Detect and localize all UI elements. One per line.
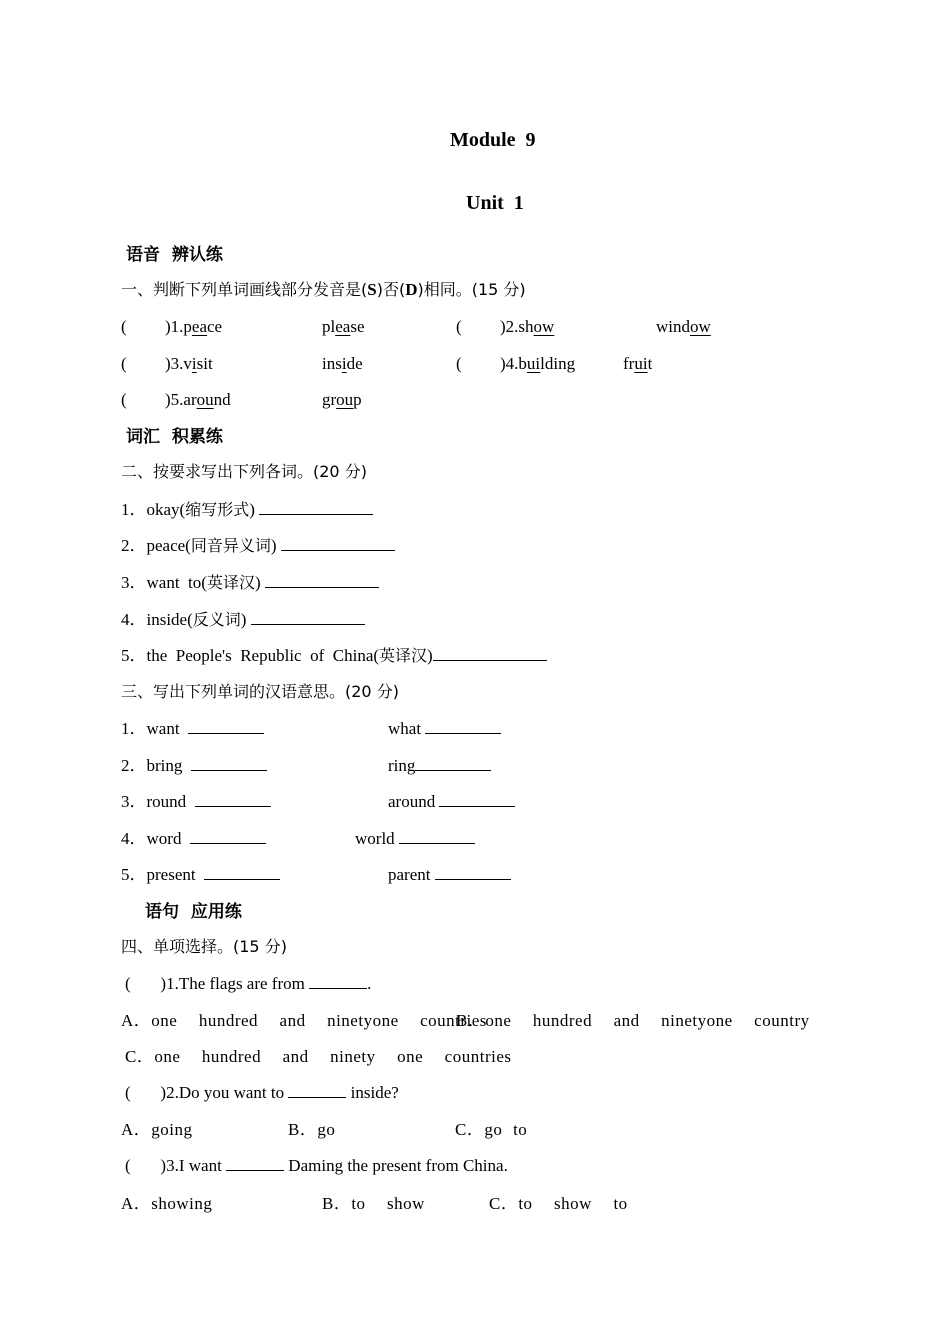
answer-blank[interactable] — [188, 719, 264, 734]
s3-item-a: 2．bring — [121, 756, 267, 776]
answer-blank[interactable] — [281, 536, 395, 551]
s4-q2-option-a: A．going — [121, 1120, 193, 1139]
s4-q3-option-c: C．to show to — [489, 1194, 628, 1213]
unit-title: Unit 1 — [466, 192, 524, 214]
section-label-sentences: 语句 应用练 — [145, 902, 242, 922]
section1-heading: 一、判断下列单词画线部分发音是(S)否(D)相同。(15 分) — [121, 280, 526, 299]
s1-q3-compare: inside — [322, 354, 363, 373]
answer-blank[interactable] — [226, 1156, 284, 1171]
section3-heading: 三、写出下列单词的汉语意思。(20 分) — [121, 682, 399, 701]
s3-item-b: around — [388, 792, 515, 812]
s3-item-a: 4．word — [121, 829, 266, 849]
module-title: Module 9 — [450, 129, 536, 151]
s1-q2-compare: window — [656, 317, 711, 336]
section2-heading: 二、按要求写出下列各词。(20 分) — [121, 462, 367, 481]
s4-q2-option-b: B．go — [288, 1120, 336, 1139]
s4-q3: ( )3.I want Daming the present from China. — [125, 1156, 508, 1175]
s3-item-a: 5．present — [121, 865, 280, 885]
answer-blank[interactable] — [439, 792, 515, 807]
s1-q2-word: )2.show — [500, 317, 555, 336]
answer-blank[interactable] — [204, 865, 280, 880]
s1-q5-word: )5.around — [165, 390, 231, 409]
s1-row2-paren2: ( — [456, 354, 462, 373]
answer-blank[interactable] — [309, 974, 367, 989]
s1-row2-paren: ( — [121, 354, 127, 373]
s1-q4-word: )4.building — [500, 354, 576, 373]
s2-item: 5．the People's Republic of China(英译汉) — [121, 646, 547, 666]
s2-item: 3．want to(英译汉) — [121, 573, 379, 593]
s4-q1-option-b: B．one hundred and ninetyone country — [456, 1011, 810, 1030]
s1-q5-compare: group — [322, 390, 362, 409]
answer-blank[interactable] — [259, 500, 373, 515]
s2-item: 1．okay(缩写形式) — [121, 500, 373, 520]
section-label-phonics: 语音 辨认练 — [126, 245, 223, 265]
s3-item-b: parent — [388, 865, 511, 885]
s3-item-a: 1．want — [121, 719, 264, 739]
s1-row3-paren: ( — [121, 390, 127, 409]
s4-q1-option-a: A．one hundred and ninetyone countries — [121, 1011, 487, 1030]
answer-blank[interactable] — [435, 865, 511, 880]
s3-item-b: what — [388, 719, 501, 739]
s4-q2: ( )2.Do you want to inside? — [125, 1083, 399, 1102]
answer-blank[interactable] — [191, 756, 267, 771]
answer-blank[interactable] — [251, 610, 365, 625]
s2-item: 4．inside(反义词) — [121, 610, 365, 630]
s1-q1-word: )1.peace — [165, 317, 223, 336]
s4-q3-option-b: B．to show — [322, 1194, 425, 1213]
s3-item-b: world — [355, 829, 475, 849]
answer-blank[interactable] — [399, 829, 475, 844]
s1-q4-compare: fruit — [623, 354, 653, 373]
s3-item-a: 3．round — [121, 792, 271, 812]
answer-blank[interactable] — [265, 573, 379, 588]
s1-q1-compare: please — [322, 317, 365, 336]
answer-blank[interactable] — [195, 792, 271, 807]
s1-row1-paren2: ( — [456, 317, 462, 336]
answer-blank[interactable] — [288, 1083, 346, 1098]
answer-blank[interactable] — [433, 646, 547, 661]
answer-blank[interactable] — [415, 756, 491, 771]
s1-q3-word: )3.visit — [165, 354, 213, 373]
section-label-vocab: 词汇 积累练 — [126, 427, 223, 447]
answer-blank[interactable] — [425, 719, 501, 734]
s4-q1-option-c: C．one hundred and ninety one countries — [125, 1047, 512, 1066]
s4-q1: ( )1.The flags are from . — [125, 974, 372, 993]
section4-heading: 四、单项选择。(15 分) — [121, 937, 287, 956]
s4-q3-option-a: A．showing — [121, 1194, 213, 1213]
s4-q2-option-c: C．go to — [455, 1120, 528, 1139]
answer-blank[interactable] — [190, 829, 266, 844]
s3-item-b: ring — [388, 756, 491, 776]
s1-row1-paren: ( — [121, 317, 127, 336]
s2-item: 2．peace(同音异义词) — [121, 536, 395, 556]
